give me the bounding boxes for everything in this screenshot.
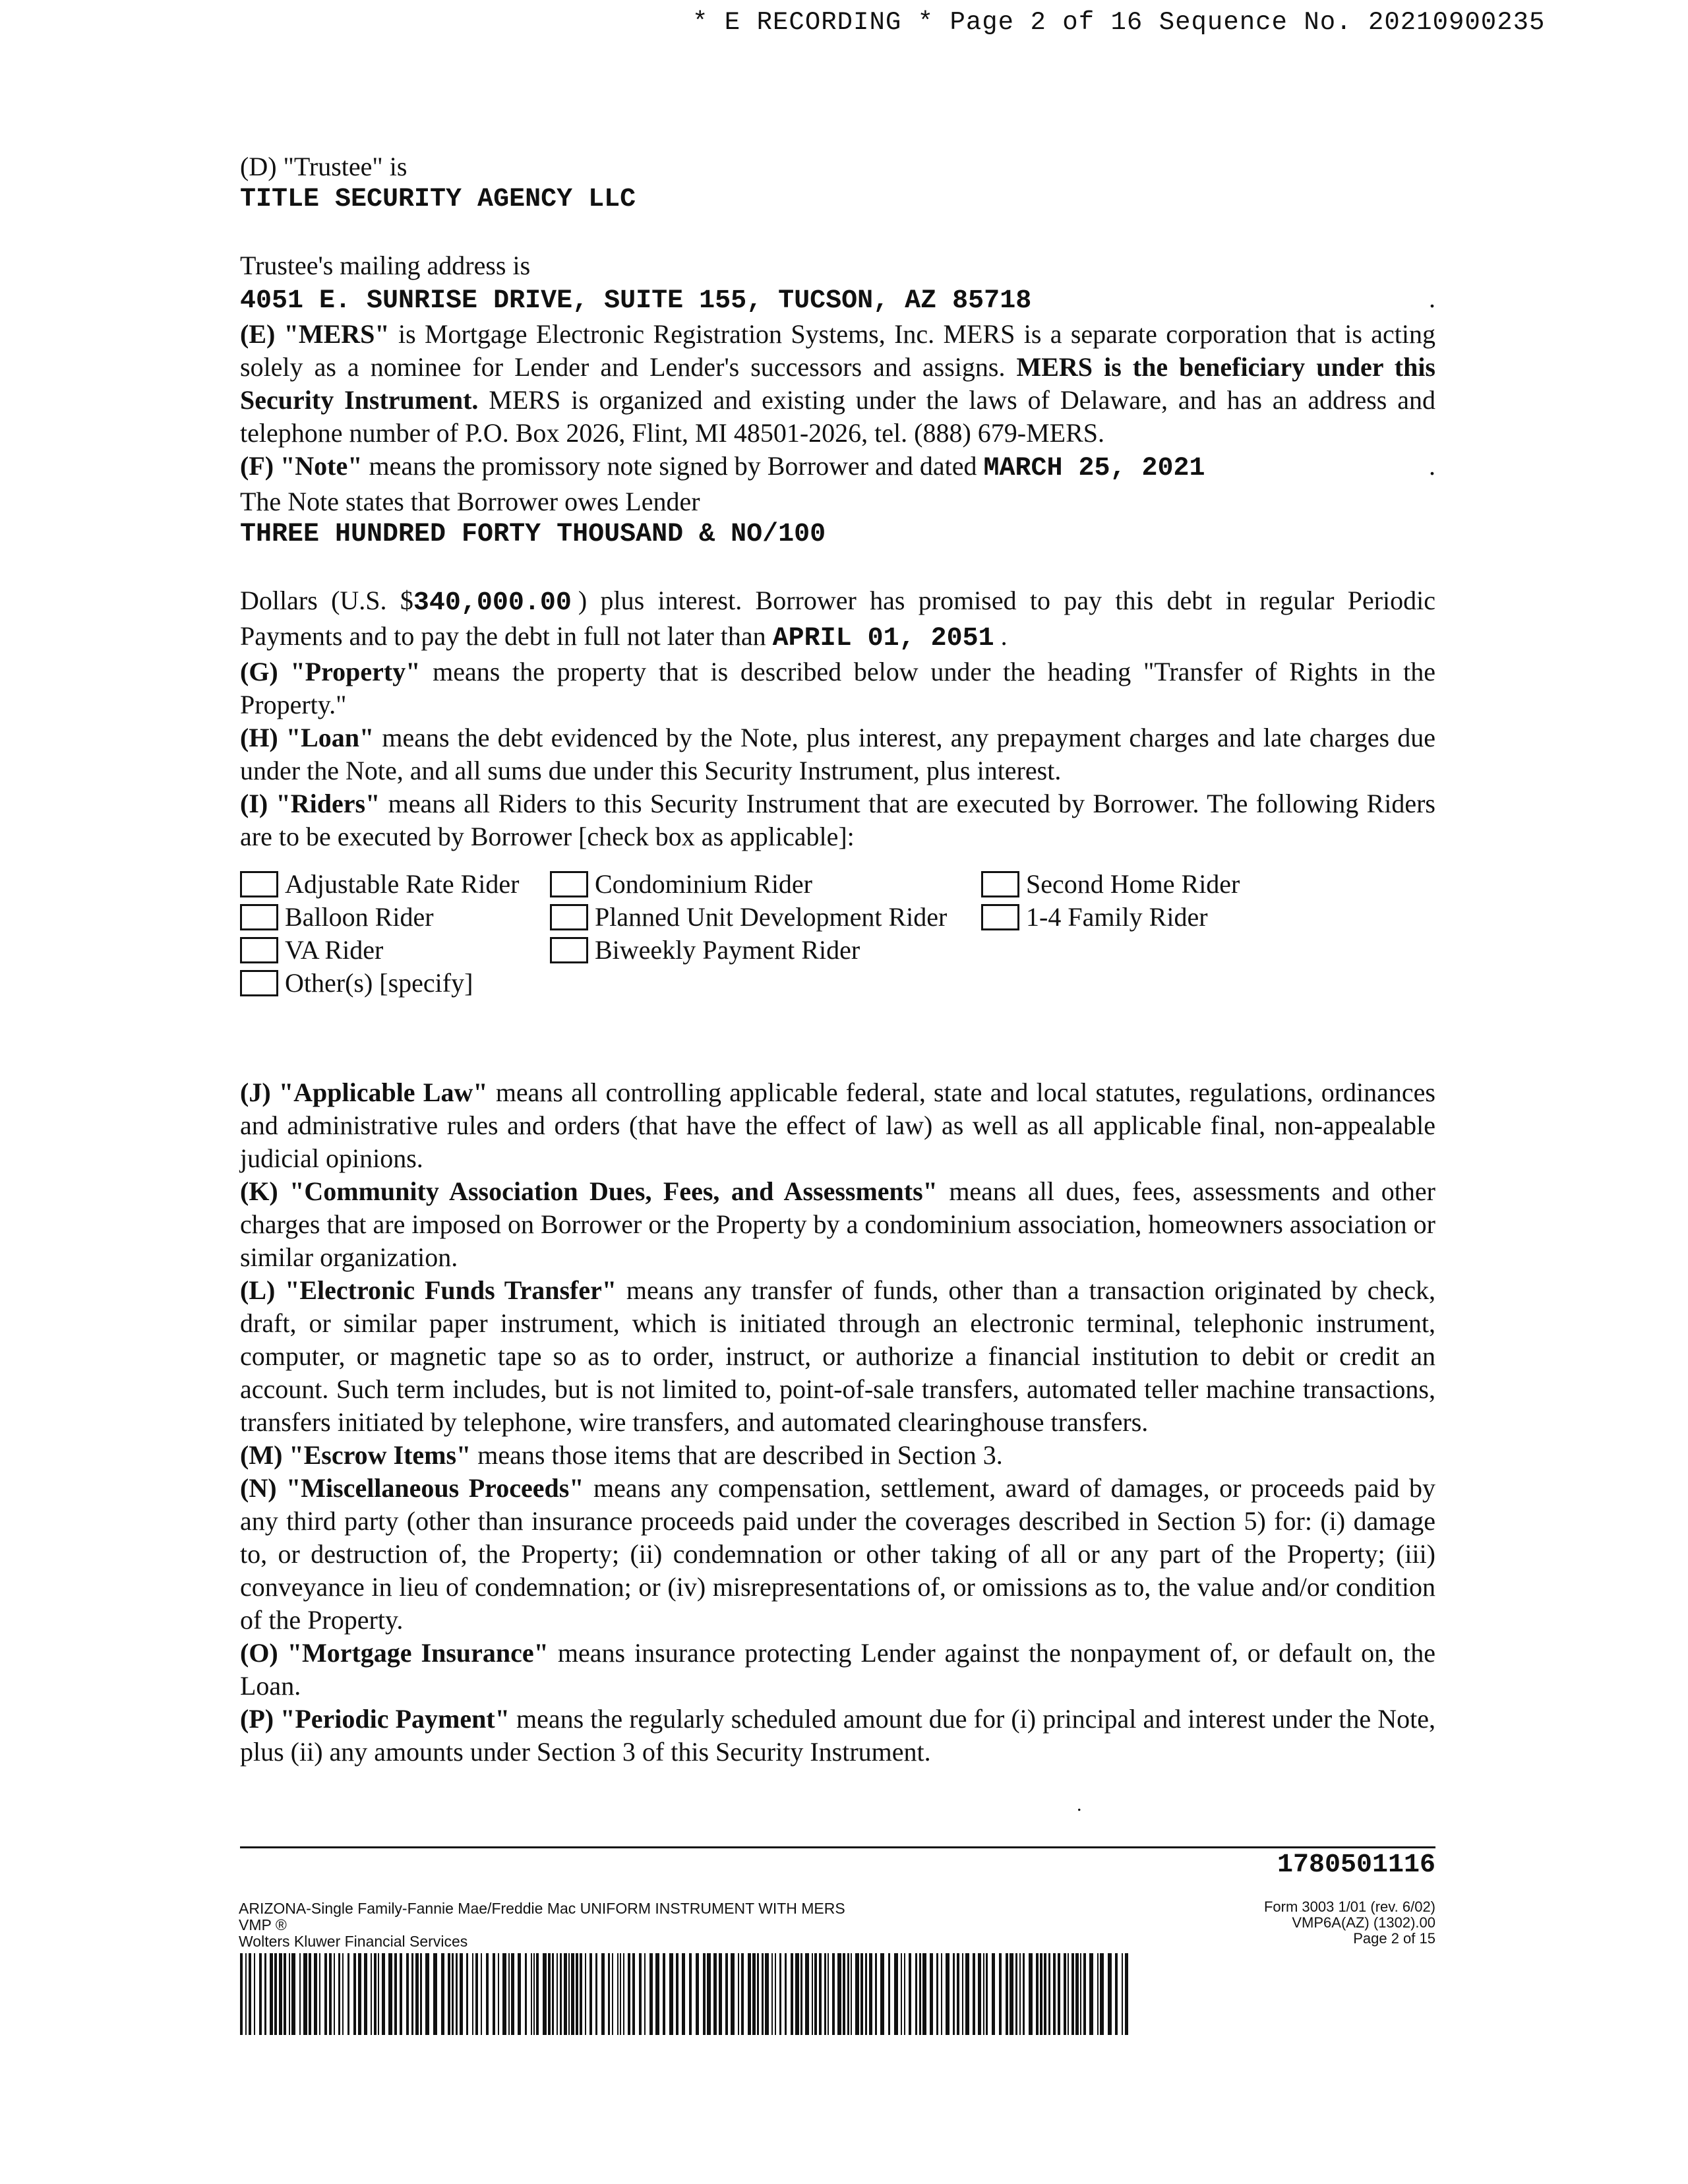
note-date: MARCH 25, 2021 bbox=[983, 454, 1205, 483]
checkbox[interactable] bbox=[240, 970, 278, 996]
mortgage-insurance-term: (O) "Mortgage Insurance" bbox=[240, 1638, 549, 1668]
mers-text: is Mortgage Electronic Registration Systems, Inc. MERS is a separate corporation that is acting solely as a nominee for Lender and Lender's successors and assigns. bbox=[240, 319, 1435, 382]
footer-publisher: Wolters Kluwer Financial Services bbox=[239, 1933, 468, 1950]
trustee-name: TITLE SECURITY AGENCY LLC bbox=[240, 185, 636, 214]
definition-loan bbox=[240, 721, 1435, 787]
stray-mark: . bbox=[1077, 1794, 1082, 1815]
note-term: (F) "Note" bbox=[240, 451, 363, 481]
note-amount: 340,000.00 bbox=[413, 588, 572, 618]
property-term: (G) "Property" bbox=[240, 657, 421, 686]
note-owes-text: The Note states that Borrower owes Lender bbox=[240, 487, 700, 516]
definition-community-association bbox=[240, 1175, 1435, 1274]
mers-bold-text: MERS is the beneficiary under this Security Instrument. bbox=[240, 352, 1435, 415]
barcode bbox=[240, 1953, 1133, 2035]
definition-escrow-items bbox=[240, 1439, 1435, 1472]
trustee-address-line: 4051 E. SUNRISE DRIVE, SUITE 155, TUCSON, AZ 85718 . bbox=[240, 284, 1435, 316]
rider-other[interactable] bbox=[240, 967, 473, 1000]
definition-periodic-payment bbox=[240, 1703, 1435, 1769]
periodic-payment-text: means the regularly scheduled amount due for (i) principal and interest under the Note, plus (ii) any amounts under Section 3 of this Security Instrument. bbox=[240, 1704, 1435, 1767]
applicable-law-text: means all controlling applicable federal, state and local statutes, regulations, ordinances and administrative rules and orders (that have the effect of law) as well as all applicable final, non-appealable judicial opinions. bbox=[240, 1077, 1436, 1173]
rider-planned-unit-development[interactable] bbox=[550, 901, 947, 934]
applicable-law-term: (J) "Applicable Law" bbox=[240, 1077, 488, 1107]
riders-checklist bbox=[240, 868, 1435, 998]
footer-form-id: Form 3003 1/01 (rev. 6/02) bbox=[1263, 1898, 1435, 1915]
rider-label: Planned Unit Development Rider bbox=[595, 902, 948, 932]
footer-form-number bbox=[1160, 1899, 1435, 1947]
footer-vmp-code: VMP6A(AZ) (1302).00 bbox=[1292, 1914, 1435, 1931]
definition-note: (F) "Note" means the promissory note signed by Borrower and dated MARCH 25, 2021 . bbox=[240, 451, 1435, 483]
footer-form-title: ARIZONA-Single Family-Fannie Mae/Freddie Mac UNIFORM INSTRUMENT WITH MERS bbox=[239, 1900, 845, 1917]
community-text: means all dues, fees, assessments and other charges that are imposed on Borrower or the Property by a condominium association, homeowners association or similar organization. bbox=[240, 1176, 1435, 1272]
trustee-address: 4051 E. SUNRISE DRIVE, SUITE 155, TUCSON, AZ 85718 bbox=[240, 286, 1032, 316]
dollars-prefix: Dollars (U.S. $ bbox=[240, 586, 413, 615]
maturity-date: APRIL 01, 2051 bbox=[772, 624, 994, 653]
footer-vmp: VMP ® bbox=[239, 1916, 287, 1933]
document-body bbox=[240, 150, 1435, 1769]
mers-text-2: MERS is organized and existing under the laws of Delaware, and has an address and telephone number of P.O. Box 2026, Flint, MI 48501-2026, tel. (888) 679-MERS. bbox=[240, 385, 1436, 448]
footer-page-number: Page 2 of 15 bbox=[1353, 1930, 1435, 1947]
eft-text: means any transfer of funds, other than a transaction originated by check, draft, or similar paper instrument, which is initiated through an electronic terminal, telephonic instrument, computer, or magnetic tape so as to order, instruct, or authorize a financial institution to debit or credit an account. Such term includes, but is not limited to, point-of-sale transfers, automated teller machine transactions, transfers initiated by telephone, wire transfers, and automated clearinghouse transfers. bbox=[240, 1275, 1435, 1437]
rider-balloon[interactable] bbox=[240, 901, 434, 934]
periodic-payment-term: (P) "Periodic Payment" bbox=[240, 1704, 510, 1734]
rider-label: Second Home Rider bbox=[1026, 869, 1240, 899]
rider-label: Adjustable Rate Rider bbox=[285, 869, 520, 899]
misc-term: (N) "Miscellaneous Proceeds" bbox=[240, 1473, 584, 1503]
checkbox[interactable] bbox=[240, 871, 278, 897]
loan-number: 1780501116 bbox=[1277, 1850, 1435, 1880]
rider-label: 1-4 Family Rider bbox=[1026, 902, 1208, 932]
definition-miscellaneous-proceeds bbox=[240, 1472, 1435, 1637]
checkbox[interactable] bbox=[550, 937, 588, 963]
mortgage-insurance-text: means insurance protecting Lender against the nonpayment of, or default on, the Loan. bbox=[240, 1638, 1436, 1701]
rider-condominium[interactable] bbox=[550, 868, 812, 901]
recording-header: * E RECORDING * Page 2 of 16 Sequence No. 20210900235 bbox=[692, 8, 1546, 37]
misc-text: means any compensation, settlement, award of damages, or proceeds paid by any third party (other than insurance proceeds paid under the coverages described in Section 5) for: (i) damage to, or destruction of, the Property; (ii) condemnation or other taking of all or any part of the Property; (iii) conveyance in lieu of condemnation; or (iv) misrepresentations of, or omissions as to, the value and/or condition of the Property. bbox=[240, 1473, 1435, 1635]
definition-mortgage-insurance bbox=[240, 1637, 1435, 1703]
rider-va[interactable] bbox=[240, 934, 383, 967]
rider-label: Condominium Rider bbox=[595, 869, 812, 899]
dollars-text: ) plus interest. Borrower has promised to pay this debt in regular Periodic Payments and to pay the debt in full not later than bbox=[240, 586, 1435, 651]
definition-electronic-funds-transfer bbox=[240, 1274, 1435, 1439]
checkbox[interactable] bbox=[981, 871, 1019, 897]
rider-label: VA Rider bbox=[285, 935, 384, 965]
rider-1-4-family[interactable] bbox=[981, 901, 1208, 934]
eft-term: (L) "Electronic Funds Transfer" bbox=[240, 1275, 617, 1305]
rider-second-home[interactable] bbox=[981, 868, 1240, 901]
note-amount-words: THREE HUNDRED FORTY THOUSAND & NO/100 bbox=[240, 520, 826, 549]
definition-property bbox=[240, 655, 1435, 721]
mers-term: (E) "MERS" bbox=[240, 319, 390, 349]
trustee-label: (D) "Trustee" is bbox=[240, 152, 407, 181]
checkbox[interactable] bbox=[240, 937, 278, 963]
rider-label: Balloon Rider bbox=[285, 902, 434, 932]
definition-applicable-law bbox=[240, 1076, 1435, 1175]
rider-label: Biweekly Payment Rider bbox=[595, 935, 860, 965]
escrow-text: means those items that are described in Section 3. bbox=[471, 1440, 1003, 1470]
loan-text: means the debt evidenced by the Note, plus interest, any prepayment charges and late charges due under the Note, and all sums due under this Security Instrument, plus interest. bbox=[240, 723, 1436, 785]
checkbox[interactable] bbox=[240, 904, 278, 930]
definition-mers bbox=[240, 318, 1435, 450]
footer-divider bbox=[240, 1846, 1435, 1848]
note-text: means the promissory note signed by Borrower and dated bbox=[362, 451, 984, 481]
footer-form-info bbox=[239, 1900, 845, 1950]
riders-term: (I) "Riders" bbox=[240, 789, 380, 818]
note-dollars-paragraph: Dollars (U.S. $340,000.00 ) plus interest. Borrower has promised to pay this debt in regular Periodic Payments and to pay the debt in full not later than APRIL 01, 2051 . bbox=[240, 586, 1435, 653]
trustee-mailing-label: Trustee's mailing address is bbox=[240, 251, 531, 280]
checkbox[interactable] bbox=[981, 904, 1019, 930]
community-term: (K) "Community Association Dues, Fees, and Assessments" bbox=[240, 1176, 938, 1206]
rider-biweekly-payment[interactable] bbox=[550, 934, 860, 967]
property-text: means the property that is described below under the heading "Transfer of Rights in the Property." bbox=[240, 657, 1435, 719]
definition-riders bbox=[240, 787, 1435, 853]
checkbox[interactable] bbox=[550, 871, 588, 897]
barcode-space bbox=[1128, 1953, 1130, 2035]
riders-text: means all Riders to this Security Instrument that are executed by Borrower. The following Riders are to be executed by Borrower [check box as applicable]: bbox=[240, 789, 1435, 851]
checkbox[interactable] bbox=[550, 904, 588, 930]
rider-label: Other(s) [specify] bbox=[285, 968, 473, 998]
escrow-term: (M) "Escrow Items" bbox=[240, 1440, 471, 1470]
loan-term: (H) "Loan" bbox=[240, 723, 375, 752]
rider-adjustable-rate[interactable] bbox=[240, 868, 519, 901]
